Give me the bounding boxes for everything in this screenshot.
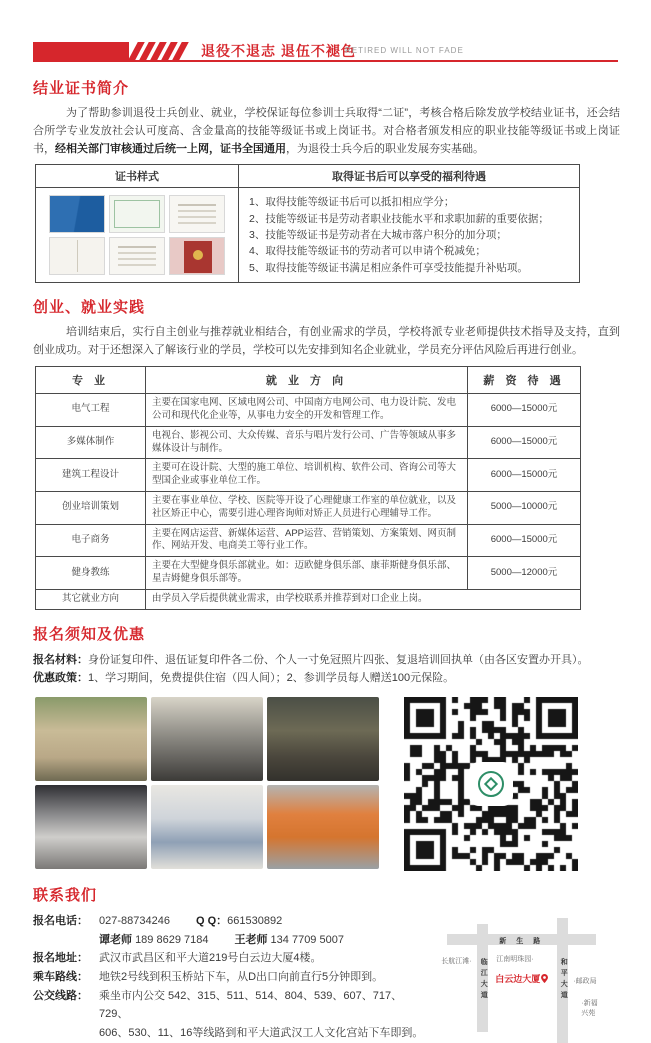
building-marker bbox=[495, 972, 548, 985]
road-top-label: 新生路 bbox=[499, 937, 551, 945]
salary-cell: 6000—15000元 bbox=[468, 459, 581, 492]
benefit-item: 1、取得技能等级证书后可以抵扣相应学分； bbox=[249, 196, 455, 209]
table-row bbox=[36, 491, 581, 524]
salary-cell: 6000—15000元 bbox=[468, 426, 581, 459]
policy-label: 优惠政策： bbox=[33, 671, 88, 684]
teachers-value bbox=[99, 931, 344, 950]
teacher2-phone: 134 7709 5007 bbox=[270, 933, 344, 946]
media-row bbox=[35, 697, 600, 871]
table-row bbox=[36, 394, 581, 427]
certificate-page-image-2 bbox=[109, 237, 165, 275]
bus-label: 公交线路： bbox=[33, 989, 88, 1002]
benefits-list bbox=[239, 188, 579, 281]
building-name: 白云边大厦 bbox=[495, 973, 541, 984]
green-certificate-image bbox=[109, 195, 165, 233]
teachers-line bbox=[33, 931, 425, 950]
materials-line bbox=[33, 651, 600, 669]
address-label: 报名地址： bbox=[33, 952, 88, 965]
table-row bbox=[36, 426, 581, 459]
metro-label: 乘车路线： bbox=[33, 970, 88, 983]
certificate-style-header: 证书样式 bbox=[36, 165, 239, 188]
contact-row bbox=[33, 912, 600, 1043]
bus-routes-line2: 606、530、11、16等线路到和平大道武汉工人文化宫站下车即到。 bbox=[99, 1027, 424, 1040]
section-title-contact: 联系我们 bbox=[33, 886, 98, 904]
employment-paragraph: 培训结束后，实行自主创业与推荐就业相结合，有创业需求的学员，学校将派专业老师提供技术指导及支持，直到创业成功。对于还想深入了解该行业的学员，学校可以先安排到知名企业就业，学员充分评估风险后再进行创业。 bbox=[33, 326, 620, 357]
qq-label: Q Q： bbox=[195, 914, 228, 927]
location-map bbox=[441, 918, 600, 1043]
open-certificate-image bbox=[49, 237, 105, 275]
certificate-paragraph-bold: 经相关部门审核通过后统一上网，证书全国通用 bbox=[55, 142, 286, 155]
red-certificate-booklet-image bbox=[169, 237, 225, 275]
table-row bbox=[36, 589, 581, 609]
camouflage-group-photo bbox=[267, 697, 379, 781]
lecture-hall-photo bbox=[35, 785, 147, 869]
certificate-paragraph bbox=[33, 105, 620, 158]
teacher2-name: 王老师 bbox=[234, 933, 268, 946]
certificate-table bbox=[35, 164, 580, 283]
direction-cell: 由学员入学后提供就业需求，由学校联系并推荐到对口企业上岗。 bbox=[146, 589, 581, 609]
certificate-table-header-row bbox=[36, 165, 580, 188]
slogan-english: RETIRED WILL NOT FADE bbox=[345, 46, 464, 55]
road-left-label: 临江大道 bbox=[480, 957, 488, 1002]
certificate-page-image bbox=[169, 195, 225, 233]
section-title-certificate: 结业证书简介 bbox=[33, 80, 130, 97]
landmark-right: ·邮政局 bbox=[573, 977, 597, 985]
policy-text: 1、学习期间，免费提供住宿（四人间）；2、参训学员每人赠送100元保险。 bbox=[88, 671, 455, 684]
bus-line bbox=[33, 987, 425, 1043]
students-at-computers-photo bbox=[151, 785, 263, 869]
location-pin-icon bbox=[541, 974, 548, 983]
major-cell: 电气工程 bbox=[36, 394, 146, 427]
certificate-samples-cell bbox=[36, 188, 239, 283]
direction-column-header: 就 业 方 向 bbox=[146, 367, 468, 394]
section-title-employment: 创业、就业实践 bbox=[33, 299, 146, 317]
teachers-indent bbox=[33, 931, 99, 950]
direction-cell: 主要在大型健身俱乐部就业。如：迈欧健身俱乐部、康菲斯健身俱乐部、星吉姆健身俱乐部等。 bbox=[146, 557, 468, 590]
certificate-benefits-cell bbox=[239, 188, 580, 283]
materials-text: 身份证复印件、退伍证复印件各二份、个人一寸免冠照片四张、复退培训回执单（由各区安置办开具）。 bbox=[88, 653, 589, 666]
benefit-item: 3、技能等级证书是劳动者在大城市落户积分的加分项； bbox=[249, 228, 507, 241]
landmark-middle: 江南明珠园· bbox=[496, 955, 534, 963]
qr-code bbox=[404, 697, 578, 871]
major-cell: 其它就业方向 bbox=[36, 589, 146, 609]
landmark-bottom-right: ·新福兴苑 bbox=[581, 999, 598, 1017]
certificate-benefits-header: 取得证书后可以享受的福利待遇 bbox=[239, 165, 580, 188]
certificate-paragraph-pre: 为了帮助参训退役士兵创业、就业，学校保证每位参训士兵取得“二证”，考核合格后除发放学校结业证书，还会结合所学专业发放社会认可度高、含金量高的技能等级证书或上岗证书。对合格者颁发相应的职业技能等级证书或上岗证书， bbox=[33, 107, 620, 155]
major-cell: 多媒体制作 bbox=[36, 426, 146, 459]
road-right-label: 和平大道 bbox=[560, 957, 568, 1002]
table-row bbox=[36, 557, 581, 590]
direction-cell: 主要在网店运营、新媒体运营、APP运营、营销策划、方案策划、网页制作、网站开发、电商美工等行业工作。 bbox=[146, 524, 468, 557]
bus-routes-line1: 乘坐市内公交 542、315、511、514、804、539、607、717、729、 bbox=[99, 989, 403, 1021]
address-line bbox=[33, 949, 425, 968]
salary-cell: 5000—12000元 bbox=[468, 557, 581, 590]
green-diamond-icon bbox=[484, 777, 498, 791]
salary-cell: 6000—15000元 bbox=[468, 524, 581, 557]
blue-certificate-booklet-image bbox=[49, 195, 105, 233]
registration-phone-number: 027-88734246 bbox=[99, 914, 170, 927]
qq-number: 661530892 bbox=[227, 914, 283, 927]
policy-line bbox=[33, 669, 600, 687]
jobs-table bbox=[35, 366, 581, 610]
campus-building-photo bbox=[35, 697, 147, 781]
salary-cell: 5000—10000元 bbox=[468, 491, 581, 524]
landmark-left: 长航江滩· bbox=[441, 957, 472, 965]
major-cell: 电子商务 bbox=[36, 524, 146, 557]
direction-cell: 主要可在设计院、大型的施工单位、培训机构、软件公司、咨询公司等大型国企业或事业单位工作。 bbox=[146, 459, 468, 492]
certificate-table-body-row bbox=[36, 188, 580, 283]
benefit-item: 4、取得技能等级证书的劳动者可以申请个税减免； bbox=[249, 245, 486, 258]
contact-info bbox=[33, 912, 425, 1043]
fitness-training-room-photo bbox=[267, 785, 379, 869]
direction-cell: 主要在事业单位、学校、医院等开设了心理健康工作室的单位就业，以及社区矫正中心，需要引进心理咨询师对矫正人员进行心理辅导工作。 bbox=[146, 491, 468, 524]
metro-line bbox=[33, 968, 425, 987]
major-cell: 建筑工程设计 bbox=[36, 459, 146, 492]
green-ring-icon bbox=[478, 771, 504, 797]
teacher1-phone: 189 8629 7184 bbox=[135, 933, 209, 946]
major-column-header: 专 业 bbox=[36, 367, 146, 394]
major-cell: 健身教练 bbox=[36, 557, 146, 590]
header-stripes-decoration bbox=[133, 42, 184, 60]
direction-cell: 电视台、影视公司、大众传媒、音乐与唱片发行公司、广告等领域从事多媒体设计与制作。 bbox=[146, 426, 468, 459]
salary-column-header: 薪 资 待 遇 bbox=[468, 367, 581, 394]
major-cell: 创业培训策划 bbox=[36, 491, 146, 524]
benefit-item: 5、取得技能等级证书满足相应条件可享受技能提升补贴项。 bbox=[249, 261, 528, 274]
bus-value bbox=[99, 987, 425, 1043]
certificate-paragraph-post: ，为退役士兵今后的职业发展夯实基础。 bbox=[286, 142, 484, 155]
slogan-chinese: 退役不退志 退伍不褪色 bbox=[201, 43, 356, 59]
teacher1-name: 谭老师 bbox=[99, 933, 132, 946]
direction-cell: 主要在国家电网、区域电网公司、中国南方电网公司、电力设计院、发电公司和现代化企业等，从事电力安全的开发和管理工作。 bbox=[146, 394, 468, 427]
header-red-bar bbox=[33, 42, 129, 60]
benefit-item: 2、技能等级证书是劳动者职业技能水平和求职加薪的重要依据； bbox=[249, 212, 549, 225]
table-row bbox=[36, 459, 581, 492]
jobs-table-header-row bbox=[36, 367, 581, 394]
header-banner bbox=[33, 40, 618, 62]
materials-label: 报名材料： bbox=[33, 653, 88, 666]
flyer-body bbox=[0, 77, 651, 1043]
flyer-page bbox=[0, 40, 651, 1040]
photo-grid bbox=[35, 697, 379, 871]
phone-label: 报名电话： bbox=[33, 914, 88, 927]
metro-value: 地铁2号线到积玉桥站下车，从D出口向前直行5分钟即到。 bbox=[99, 970, 384, 983]
certificate-thumbnails bbox=[36, 188, 238, 282]
table-row bbox=[36, 524, 581, 557]
computer-classroom-photo bbox=[151, 697, 263, 781]
section-title-registration: 报名须知及优惠 bbox=[33, 625, 146, 643]
salary-cell: 6000—15000元 bbox=[468, 394, 581, 427]
qr-center-logo bbox=[471, 764, 511, 804]
address-value: 武汉市武昌区和平大道219号白云边大厦4楼。 bbox=[99, 952, 322, 965]
